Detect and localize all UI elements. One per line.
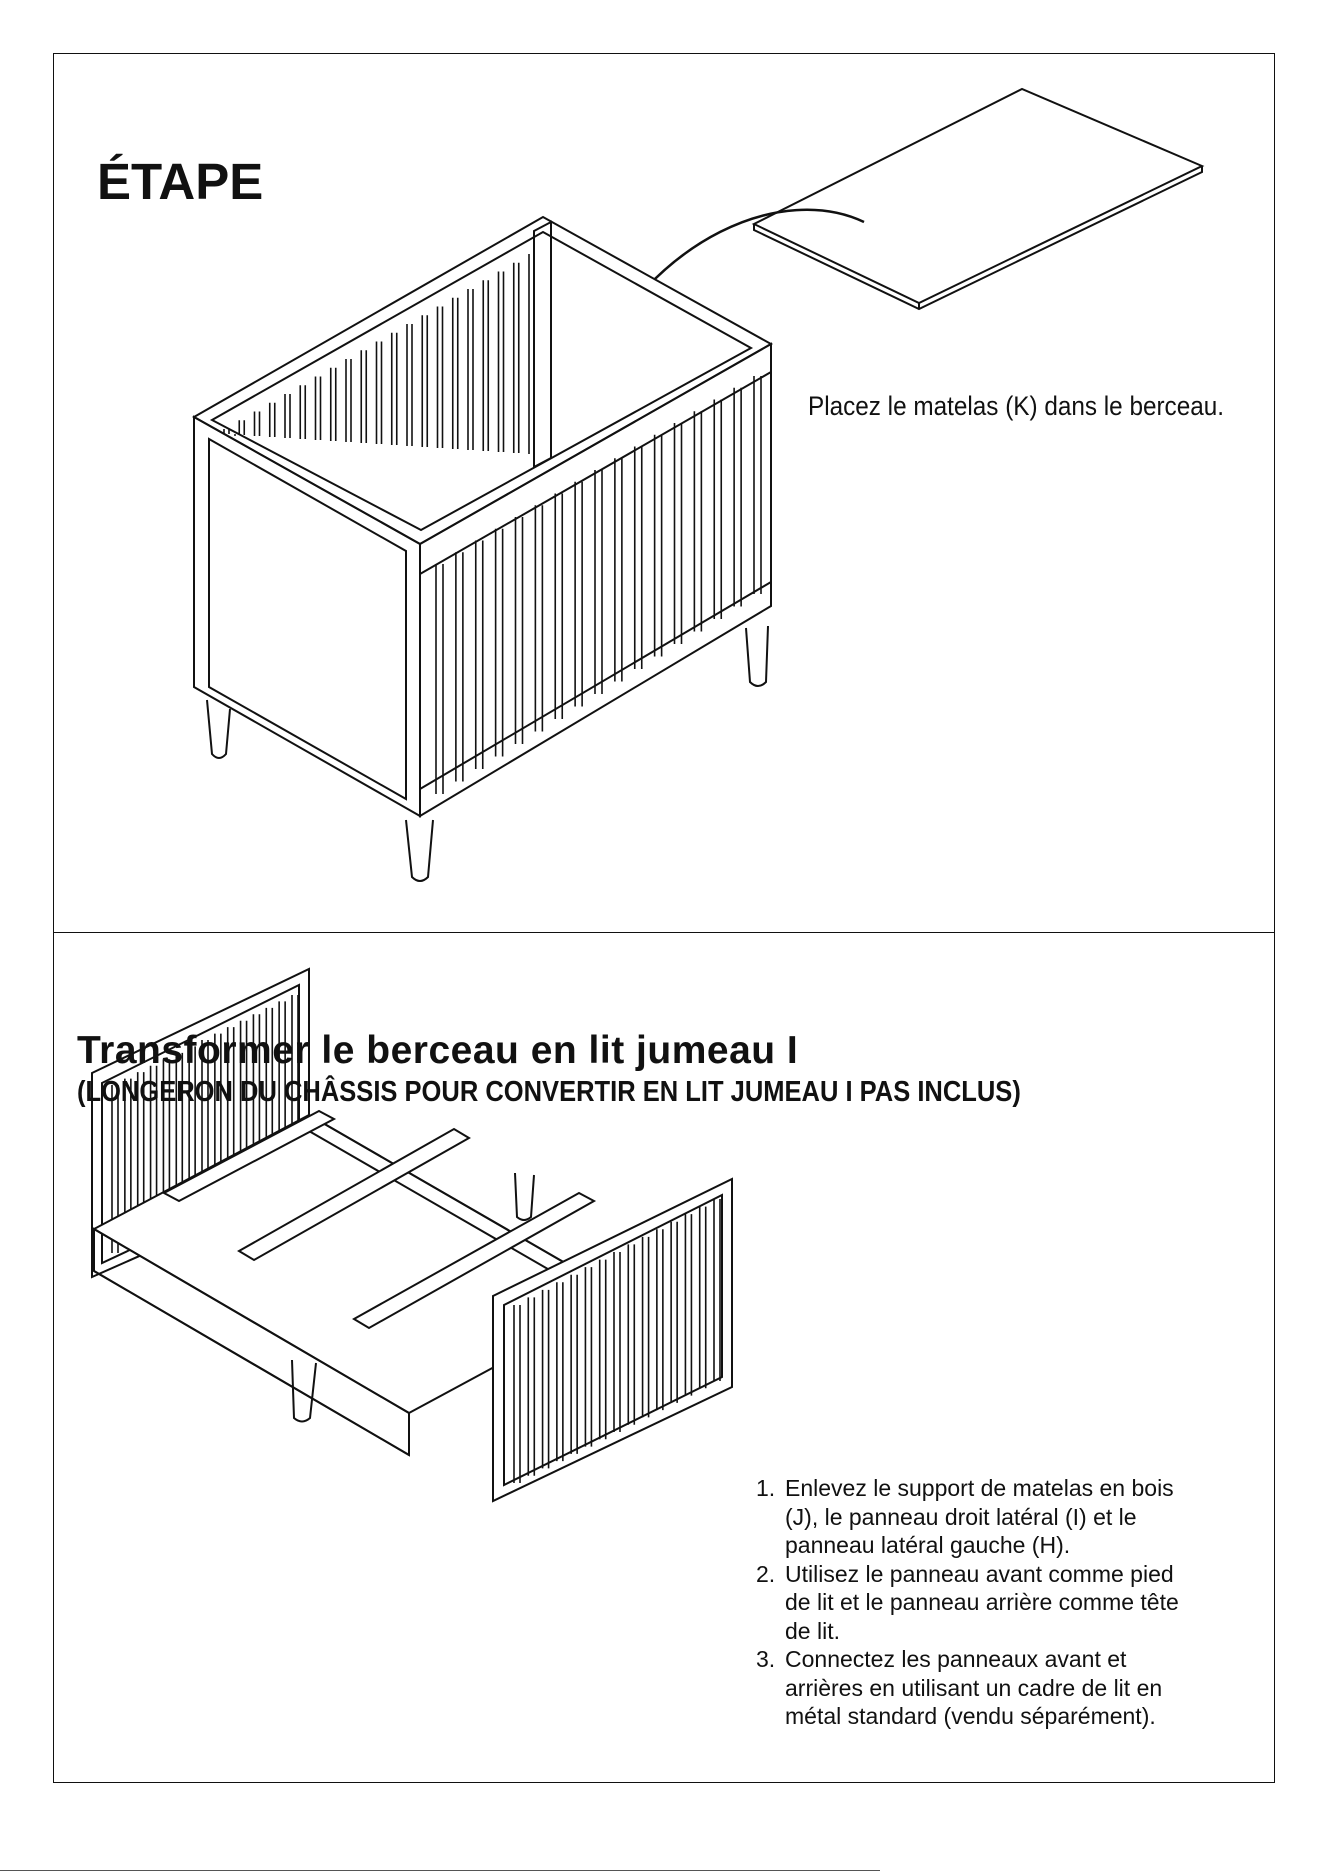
step-panel	[53, 53, 1275, 933]
step-number: 2.	[756, 1560, 776, 1587]
conversion-title: Transformer le berceau en lit jumeau I	[77, 1029, 799, 1072]
footer-rule	[0, 1870, 880, 1871]
step-text: Enlevez le support de matelas en bois (J), le panneau droit latéral (I) et le panneau latéral gauche (H).	[785, 1475, 1174, 1558]
bed-leg	[292, 1360, 316, 1422]
step-text: Connectez les panneaux avant et arrières en utilisant un cadre de lit en métal standard (vendu séparément).	[785, 1646, 1163, 1729]
mattress-drawing	[754, 89, 1202, 303]
step-title: ÉTAPE	[97, 153, 264, 210]
crib-leg	[746, 626, 768, 686]
bed-leg	[515, 1173, 534, 1220]
crib-leg	[207, 700, 230, 758]
step-text: Utilisez le panneau avant comme pied de lit et le panneau arrière comme tête de lit.	[785, 1560, 1179, 1644]
step-number: 3.	[756, 1646, 776, 1672]
list-item	[756, 1474, 1186, 1560]
crib-illustration	[54, 54, 1276, 934]
step-number: 1.	[756, 1475, 776, 1501]
conversion-subtitle: (LONGERON DU CHÂSSIS POUR CONVERTIR EN LIT JUMEAU I PAS INCLUS)	[77, 1076, 1021, 1108]
step-instruction: Placez le matelas (K) dans le berceau.	[808, 391, 1225, 421]
list-item	[756, 1560, 1186, 1646]
list-item	[756, 1645, 1186, 1731]
crib-leg	[406, 820, 433, 881]
conversion-panel	[53, 932, 1275, 1783]
conversion-steps	[756, 1474, 1186, 1731]
